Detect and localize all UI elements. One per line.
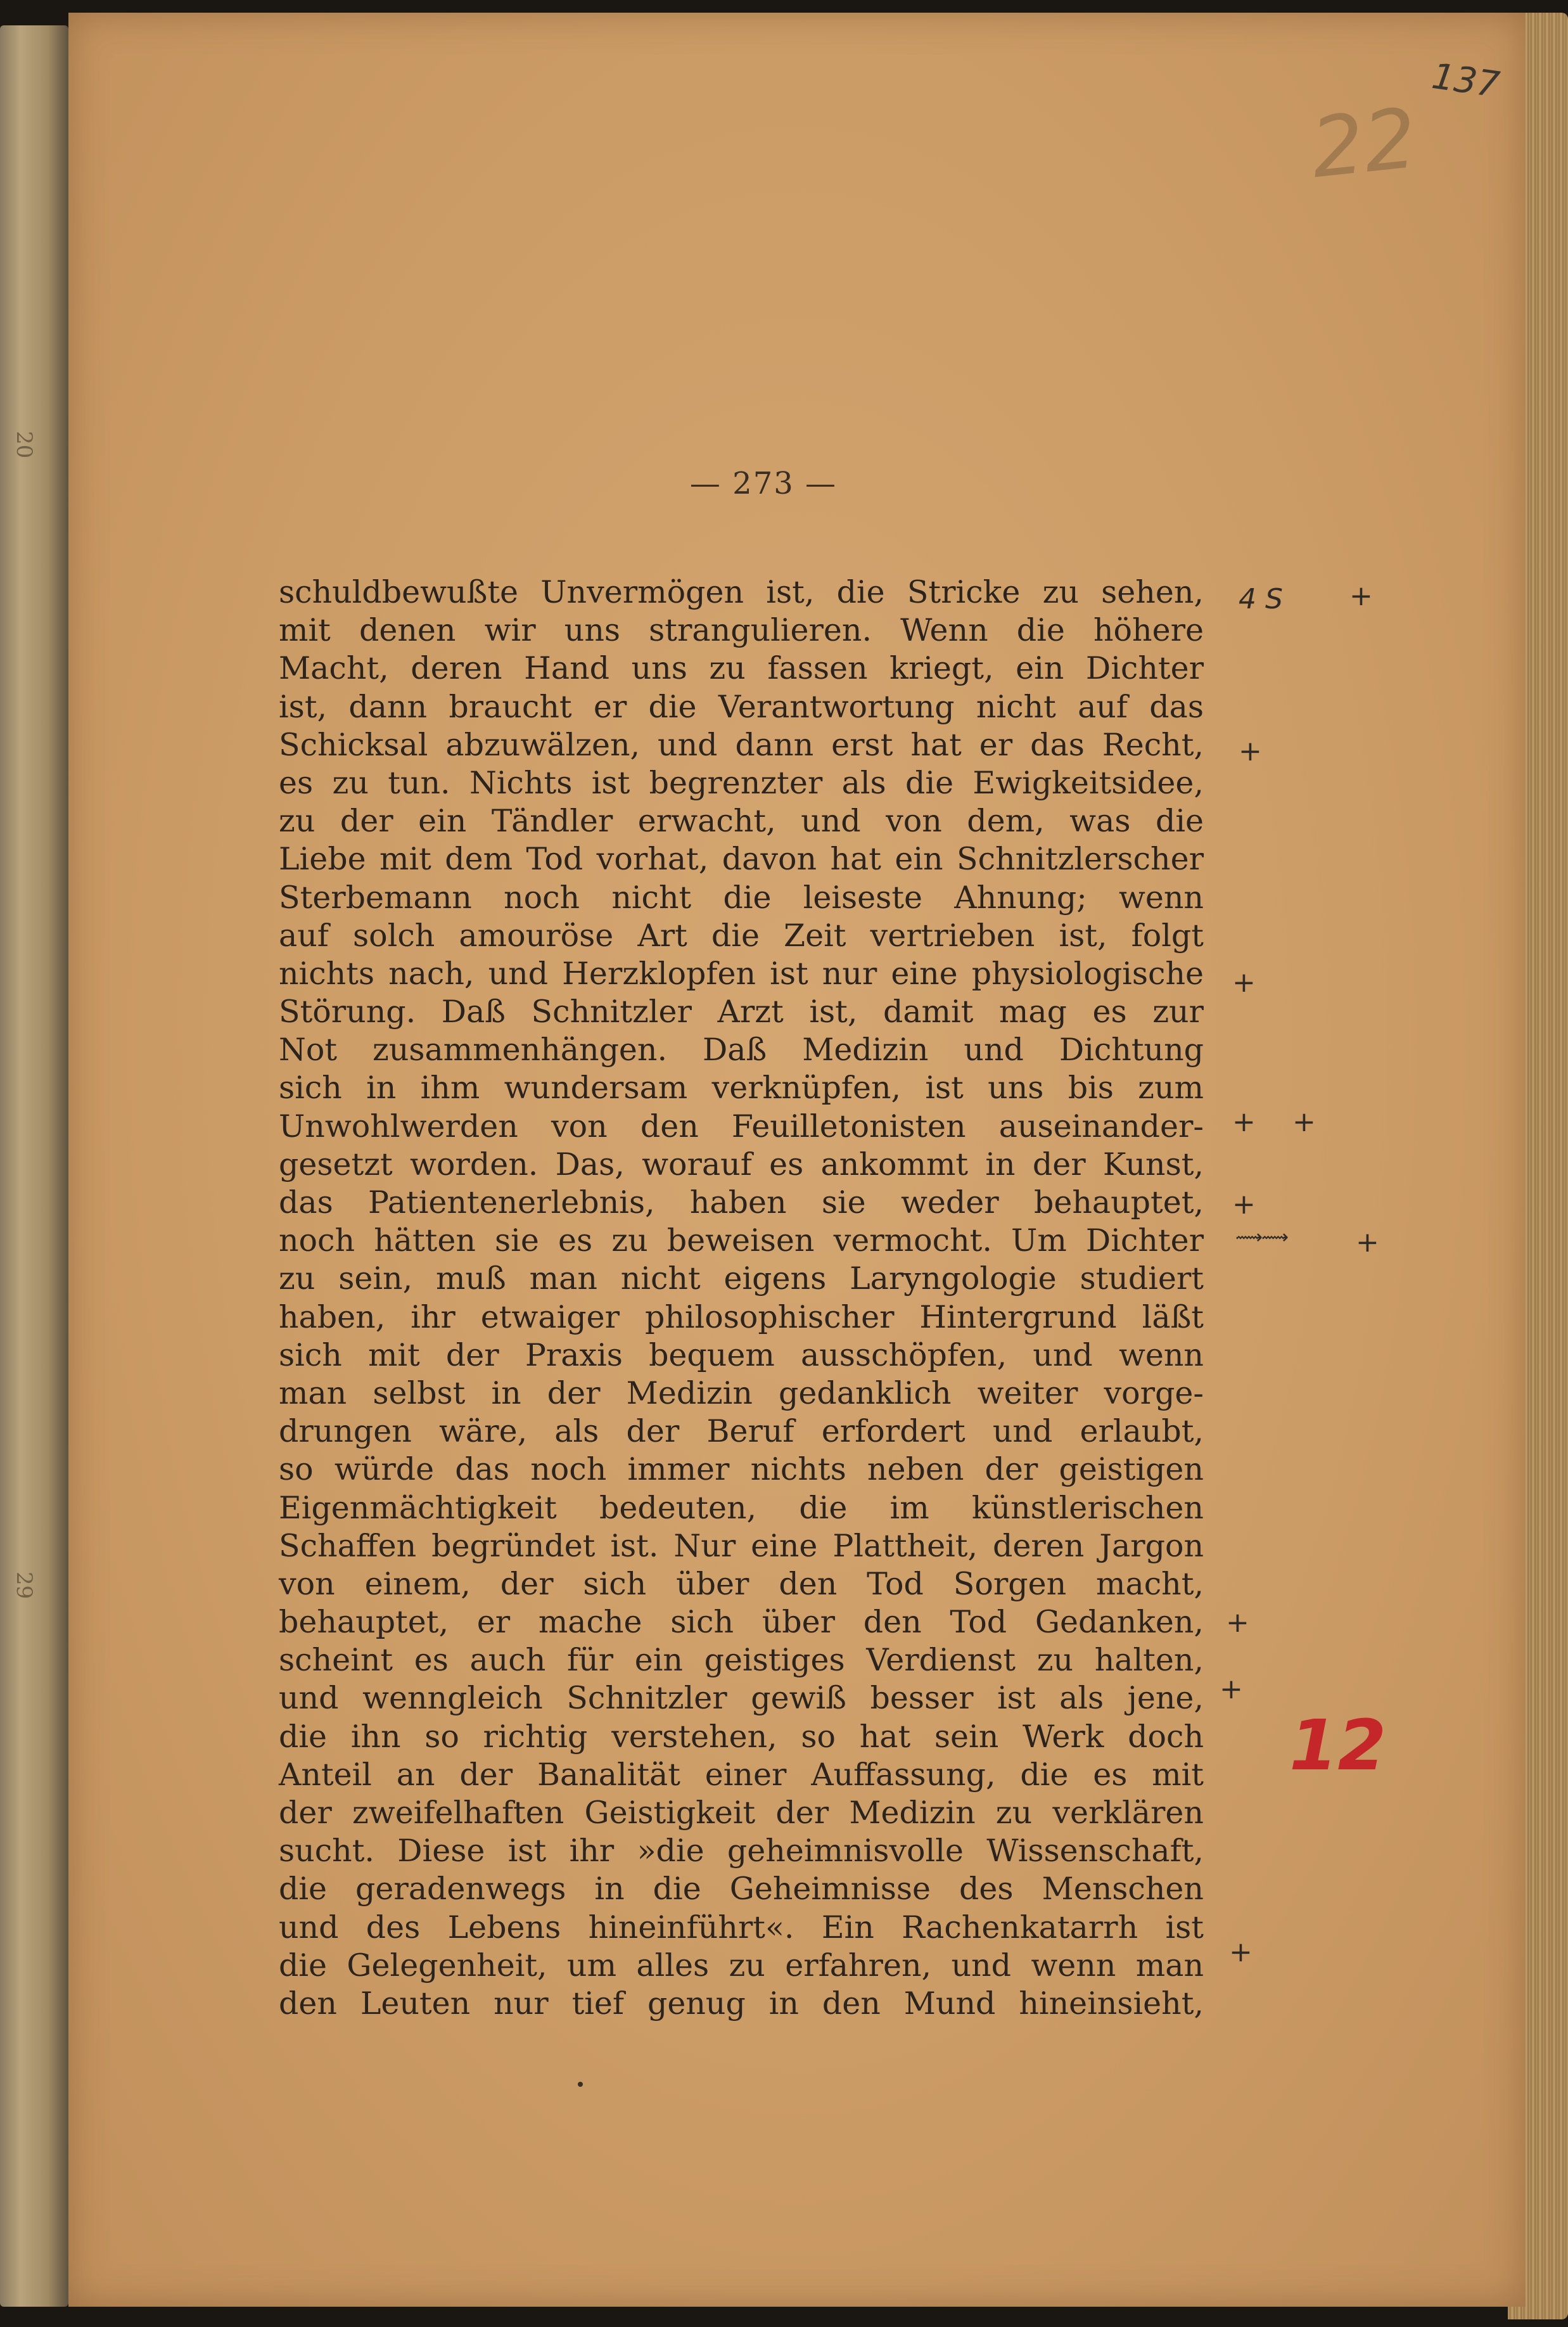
text-line: behauptet, er mache sich über den Tod Gedanken, xyxy=(279,1604,1204,1641)
text-line: und des Lebens hineinführt«. Ein Rachenkatarrh ist xyxy=(279,1909,1204,1946)
text-line: Sterbemann noch nicht die leiseste Ahnung; wenn xyxy=(279,879,1204,916)
text-line: nichts nach, und Herzklopfen ist nur eine physiologische xyxy=(279,955,1204,992)
margin-plus-5: + xyxy=(1292,1106,1316,1138)
text-line: auf solch amouröse Art die Zeit vertrieben ist, folgt xyxy=(279,917,1204,954)
text-line: sich mit der Praxis bequem ausschöpfen, und wenn xyxy=(279,1337,1204,1373)
text-line: sucht. Diese ist ihr »die geheimnisvolle Wissenschaft, xyxy=(279,1833,1204,1869)
text-line: Störung. Daß Schnitzler Arzt ist, damit mag es zur xyxy=(279,994,1204,1030)
text-line: drungen wäre, als der Beruf erfordert und erlaubt, xyxy=(279,1413,1204,1450)
folio-number: 137 xyxy=(1429,55,1502,106)
text-line: Eigenmächtigkeit bedeuten, die im künstlerischen xyxy=(279,1489,1204,1526)
margin-plus-2: + xyxy=(1239,735,1262,767)
text-line: die ihn so richtig verstehen, so hat sein Werk doch xyxy=(279,1718,1204,1755)
text-line: zu der ein Tändler erwacht, und von dem, was die xyxy=(279,803,1204,840)
red-correction-mark: 12 xyxy=(1289,1705,1387,1786)
text-line: Unwohlwerden von den Feuilletonisten auseinander- xyxy=(279,1108,1204,1144)
margin-plus-3: + xyxy=(1232,966,1256,999)
body-text xyxy=(279,574,1204,2023)
text-line: Anteil an der Banalität einer Auffassung, die es mit xyxy=(279,1756,1204,1793)
text-line: und wenngleich Schnitzler gewiß besser ist als jene, xyxy=(279,1680,1204,1717)
text-line: der zweifelhaften Geistigkeit der Medizin zu verklären xyxy=(279,1795,1204,1831)
margin-plus-7: + xyxy=(1356,1226,1379,1259)
text-line: zu sein, muß man nicht eigens Laryngologie studiert xyxy=(279,1260,1204,1297)
text-line: Liebe mit dem Tod vorhat, davon hat ein Schnitzlerscher xyxy=(279,841,1204,878)
text-line: so würde das noch immer nichts neben der geistigen xyxy=(279,1451,1204,1488)
text-line: scheint es auch für ein geistiges Verdienst zu halten, xyxy=(279,1642,1204,1679)
text-line: Schaffen begründet ist. Nur eine Plattheit, deren Jargon xyxy=(279,1527,1204,1564)
margin-plus-9: + xyxy=(1220,1673,1243,1705)
margin-plus-6: + xyxy=(1232,1188,1256,1221)
text-line: sich in ihm wundersam verknüpfen, ist uns bis zum xyxy=(279,1070,1204,1106)
text-line: gesetzt worden. Das, worauf es ankommt in der Kunst, xyxy=(279,1146,1204,1183)
margin-plus-1: + xyxy=(1349,580,1373,612)
margin-note-4s: 4 S xyxy=(1239,583,1283,615)
text-line: ist, dann braucht er die Verantwortung nicht auf das xyxy=(279,688,1204,725)
text-line: das Patientenerlebnis, haben sie weder behauptet, xyxy=(279,1184,1204,1221)
text-line: die Gelegenheit, um alles zu erfahren, und wenn man xyxy=(279,1947,1204,1984)
text-line: Macht, deren Hand uns zu fassen kriegt, ein Dichter xyxy=(279,650,1204,687)
previous-page-edge xyxy=(0,25,68,2307)
left-edge-mark-1: 20 xyxy=(11,431,37,459)
margin-plus-8: + xyxy=(1226,1606,1249,1639)
text-line: die geradenwegs in die Geheimnisse des Menschen xyxy=(279,1871,1204,1907)
text-line: den Leuten nur tief genug in den Mund hineinsieht, xyxy=(279,1985,1204,2022)
text-line: Not zusammenhängen. Daß Medizin und Dichtung xyxy=(279,1032,1204,1068)
text-line: noch hätten sie es zu beweisen vermocht. Um Dichter xyxy=(279,1222,1204,1259)
text-line: schuldbewußte Unvermögen ist, die Stricke zu sehen, xyxy=(279,574,1204,610)
text-line: man selbst in der Medizin gedanklich weiter vorge- xyxy=(279,1375,1204,1411)
text-line: von einem, der sich über den Tod Sorgen macht, xyxy=(279,1565,1204,1602)
text-line: es zu tun. Nichts ist begrenzter als die Ewigkeitsidee, xyxy=(279,764,1204,801)
ink-dot xyxy=(578,2082,583,2087)
page-number: — 273 — xyxy=(689,466,838,501)
margin-scribble: ⟿⟿ xyxy=(1235,1226,1288,1248)
archive-pencil-mark: 22 xyxy=(1306,89,1421,197)
text-line: Schicksal abzuwälzen, und dann erst hat er das Recht, xyxy=(279,726,1204,763)
margin-plus-10: + xyxy=(1229,1936,1252,1968)
text-line: haben, ihr etwaiger philosophischer Hintergrund läßt xyxy=(279,1298,1204,1335)
left-edge-mark-2: 29 xyxy=(11,1572,37,1599)
margin-plus-4: + xyxy=(1232,1106,1256,1138)
text-line: mit denen wir uns strangulieren. Wenn die höhere xyxy=(279,612,1204,649)
